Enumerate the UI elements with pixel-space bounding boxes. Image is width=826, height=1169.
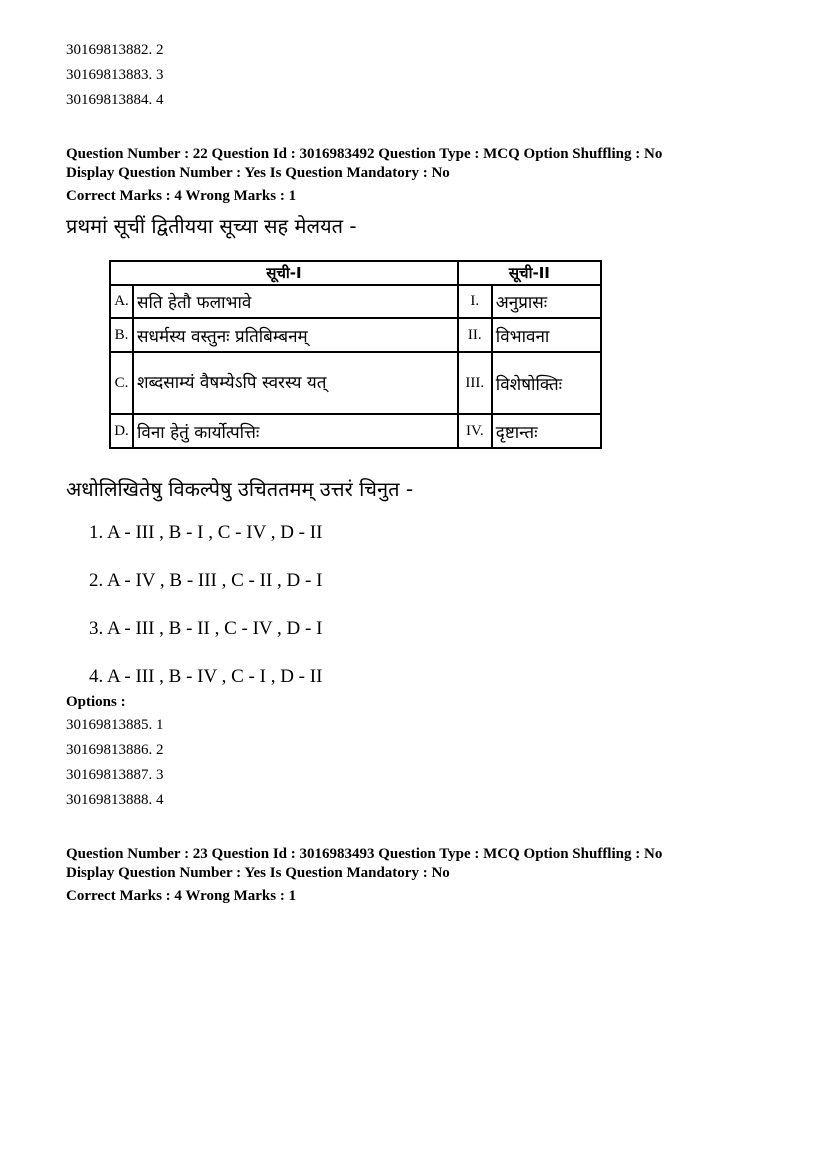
q22-meta-line3: Correct Marks : 4 Wrong Marks : 1 [66,188,297,204]
header-list-2: सूची-II [458,261,601,285]
prev-option-3: 30169813883. 3 [66,67,164,83]
list1-item: विना हेतुं कार्योत्पत्तिः [133,414,458,448]
table-row [110,285,601,318]
table-row [110,352,601,414]
list1-item: शब्दसाम्यं वैषम्येऽपि स्वरस्य यत् [133,352,458,414]
row-label: C. [110,352,133,414]
q22-prompt: प्रथमां सूचीं द्वितीयया सूच्या सह मेलयत - [66,214,357,238]
header-list-1: सूची-I [110,261,458,285]
q22-meta-line1: Question Number : 22 Question Id : 3016983492 Question Type : MCQ Option Shuffling : No [66,146,663,162]
prev-option-4: 30169813884. 4 [66,92,164,108]
match-table [109,260,602,449]
option-id-2: 30169813886. 2 [66,742,164,758]
table-row [110,414,601,448]
option-id-1: 30169813885. 1 [66,717,164,733]
row-label: A. [110,285,133,318]
q22-meta-line2: Display Question Number : Yes Is Question Mandatory : No [66,165,450,181]
list1-item: सधर्मस्य वस्तुनः प्रतिबिम्बनम् [133,318,458,352]
list2-item: दृष्टान्तः [492,414,601,448]
list2-item: अनुप्रासः [492,285,601,318]
choice-4: 4. A - III , B - IV , C - I , D - II [89,666,323,687]
choice-3: 3. A - III , B - II , C - IV , D - I [89,618,323,639]
q23-meta-line3: Correct Marks : 4 Wrong Marks : 1 [66,888,297,904]
row-label: II. [458,318,492,352]
row-label: IV. [458,414,492,448]
list1-item: सति हेतौ फलाभावे [133,285,458,318]
row-label: III. [458,352,492,414]
row-label: D. [110,414,133,448]
choice-2: 2. A - IV , B - III , C - II , D - I [89,570,323,591]
q23-meta-line1: Question Number : 23 Question Id : 3016983493 Question Type : MCQ Option Shuffling : No [66,846,663,862]
prev-option-2: 30169813882. 2 [66,42,164,58]
option-id-4: 30169813888. 4 [66,792,164,808]
match-table-header [110,261,601,285]
row-label: I. [458,285,492,318]
option-id-3: 30169813887. 3 [66,767,164,783]
table-row [110,318,601,352]
q22-instruction: अधोलिखितेषु विकल्पेषु उचिततमम् उत्तरं चिनुत - [66,477,414,501]
list2-item: विशेषोक्तिः [492,352,601,414]
row-label: B. [110,318,133,352]
list2-item: विभावना [492,318,601,352]
q23-meta-line2: Display Question Number : Yes Is Question Mandatory : No [66,865,450,881]
options-label: Options : [66,694,126,710]
choice-1: 1. A - III , B - I , C - IV , D - II [89,522,323,543]
